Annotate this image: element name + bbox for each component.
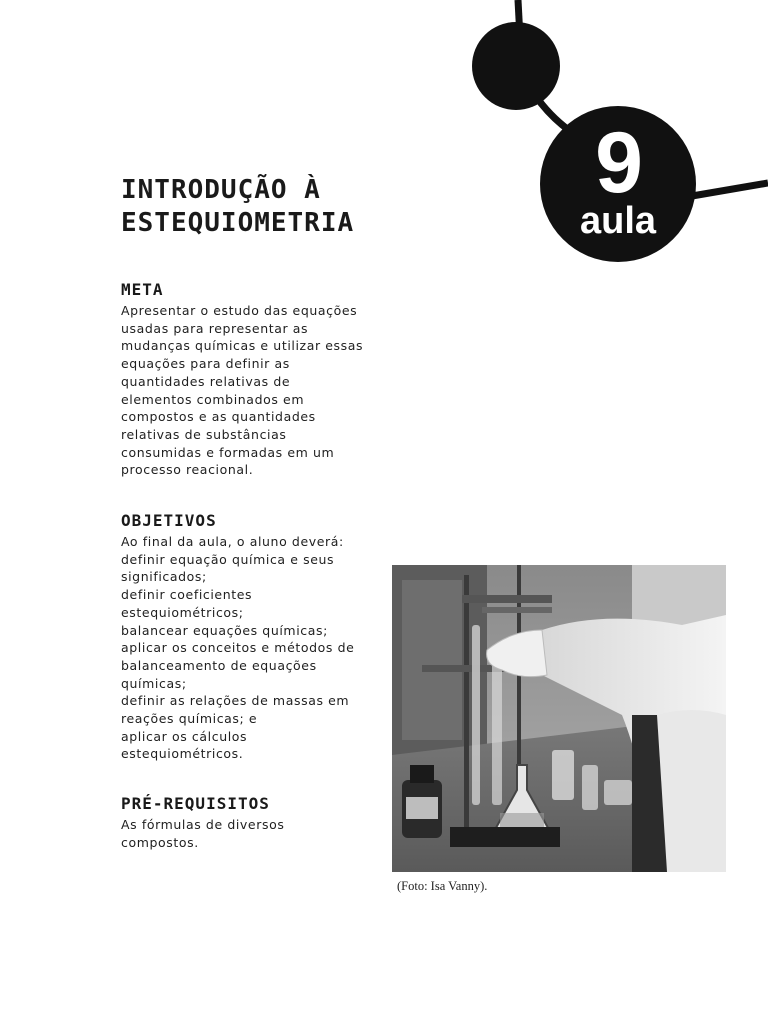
text-line: elementos combinados em — [121, 391, 305, 407]
text-line: usadas para representar as — [121, 320, 309, 336]
small-circle-decoration — [472, 22, 560, 110]
lesson-label: aula — [579, 200, 657, 242]
text-line: estequiométricos. — [121, 746, 244, 762]
text-line: aplicar os cálculos — [121, 728, 248, 744]
text-line: definir equação química e seus — [121, 551, 335, 567]
prerequisitos-text — [121, 816, 371, 851]
page-title — [121, 174, 421, 240]
text-line: relativas de substâncias — [121, 426, 287, 442]
text-line: reações químicas; e — [121, 711, 258, 727]
meta-section — [121, 281, 371, 479]
text-line: Apresentar o estudo das equações — [121, 303, 358, 318]
text-line: Ao final da aula, o aluno deverá: — [121, 534, 344, 549]
text-line: quantidades relativas de — [121, 373, 291, 389]
photo-caption: (Foto: Isa Vanny). — [397, 879, 488, 893]
text-line: significados; — [121, 569, 207, 585]
text-line: consumidas e formadas em um — [121, 444, 335, 460]
text-line: compostos e as quantidades — [121, 409, 316, 425]
text-line: As fórmulas de diversos — [121, 817, 285, 832]
text-line: processo reacional. — [121, 462, 254, 478]
prerequisitos-section — [121, 795, 371, 851]
text-line: balancear equações químicas; — [121, 622, 328, 638]
text-line: aplicar os conceitos e métodos de — [121, 640, 355, 656]
lesson-number: 9 — [595, 115, 641, 211]
meta-text — [121, 302, 371, 479]
text-line: estequiométricos; — [121, 604, 244, 620]
meta-heading: META — [121, 280, 164, 299]
objetivos-section — [121, 512, 371, 763]
text-line: balanceamento de equações — [121, 657, 317, 673]
stand-rod — [464, 575, 469, 830]
objetivos-text — [121, 533, 371, 763]
lab-photo — [392, 565, 726, 872]
text-line: mudanças químicas e utilizar essas — [121, 338, 364, 354]
text-line: químicas; — [121, 675, 187, 691]
title-line: INTRODUÇÃO À — [121, 175, 321, 205]
text-line: compostos. — [121, 834, 199, 850]
text-line: definir coeficientes — [121, 587, 253, 603]
text-line: equações para definir as — [121, 356, 290, 372]
title-line: ESTEQUIOMETRIA — [121, 208, 355, 238]
text-line: definir as relações de massas em — [121, 693, 350, 709]
objetivos-heading: OBJETIVOS — [121, 511, 217, 530]
stand-base — [450, 827, 560, 847]
prerequisitos-heading: PRÉ-REQUISITOS — [121, 794, 270, 813]
